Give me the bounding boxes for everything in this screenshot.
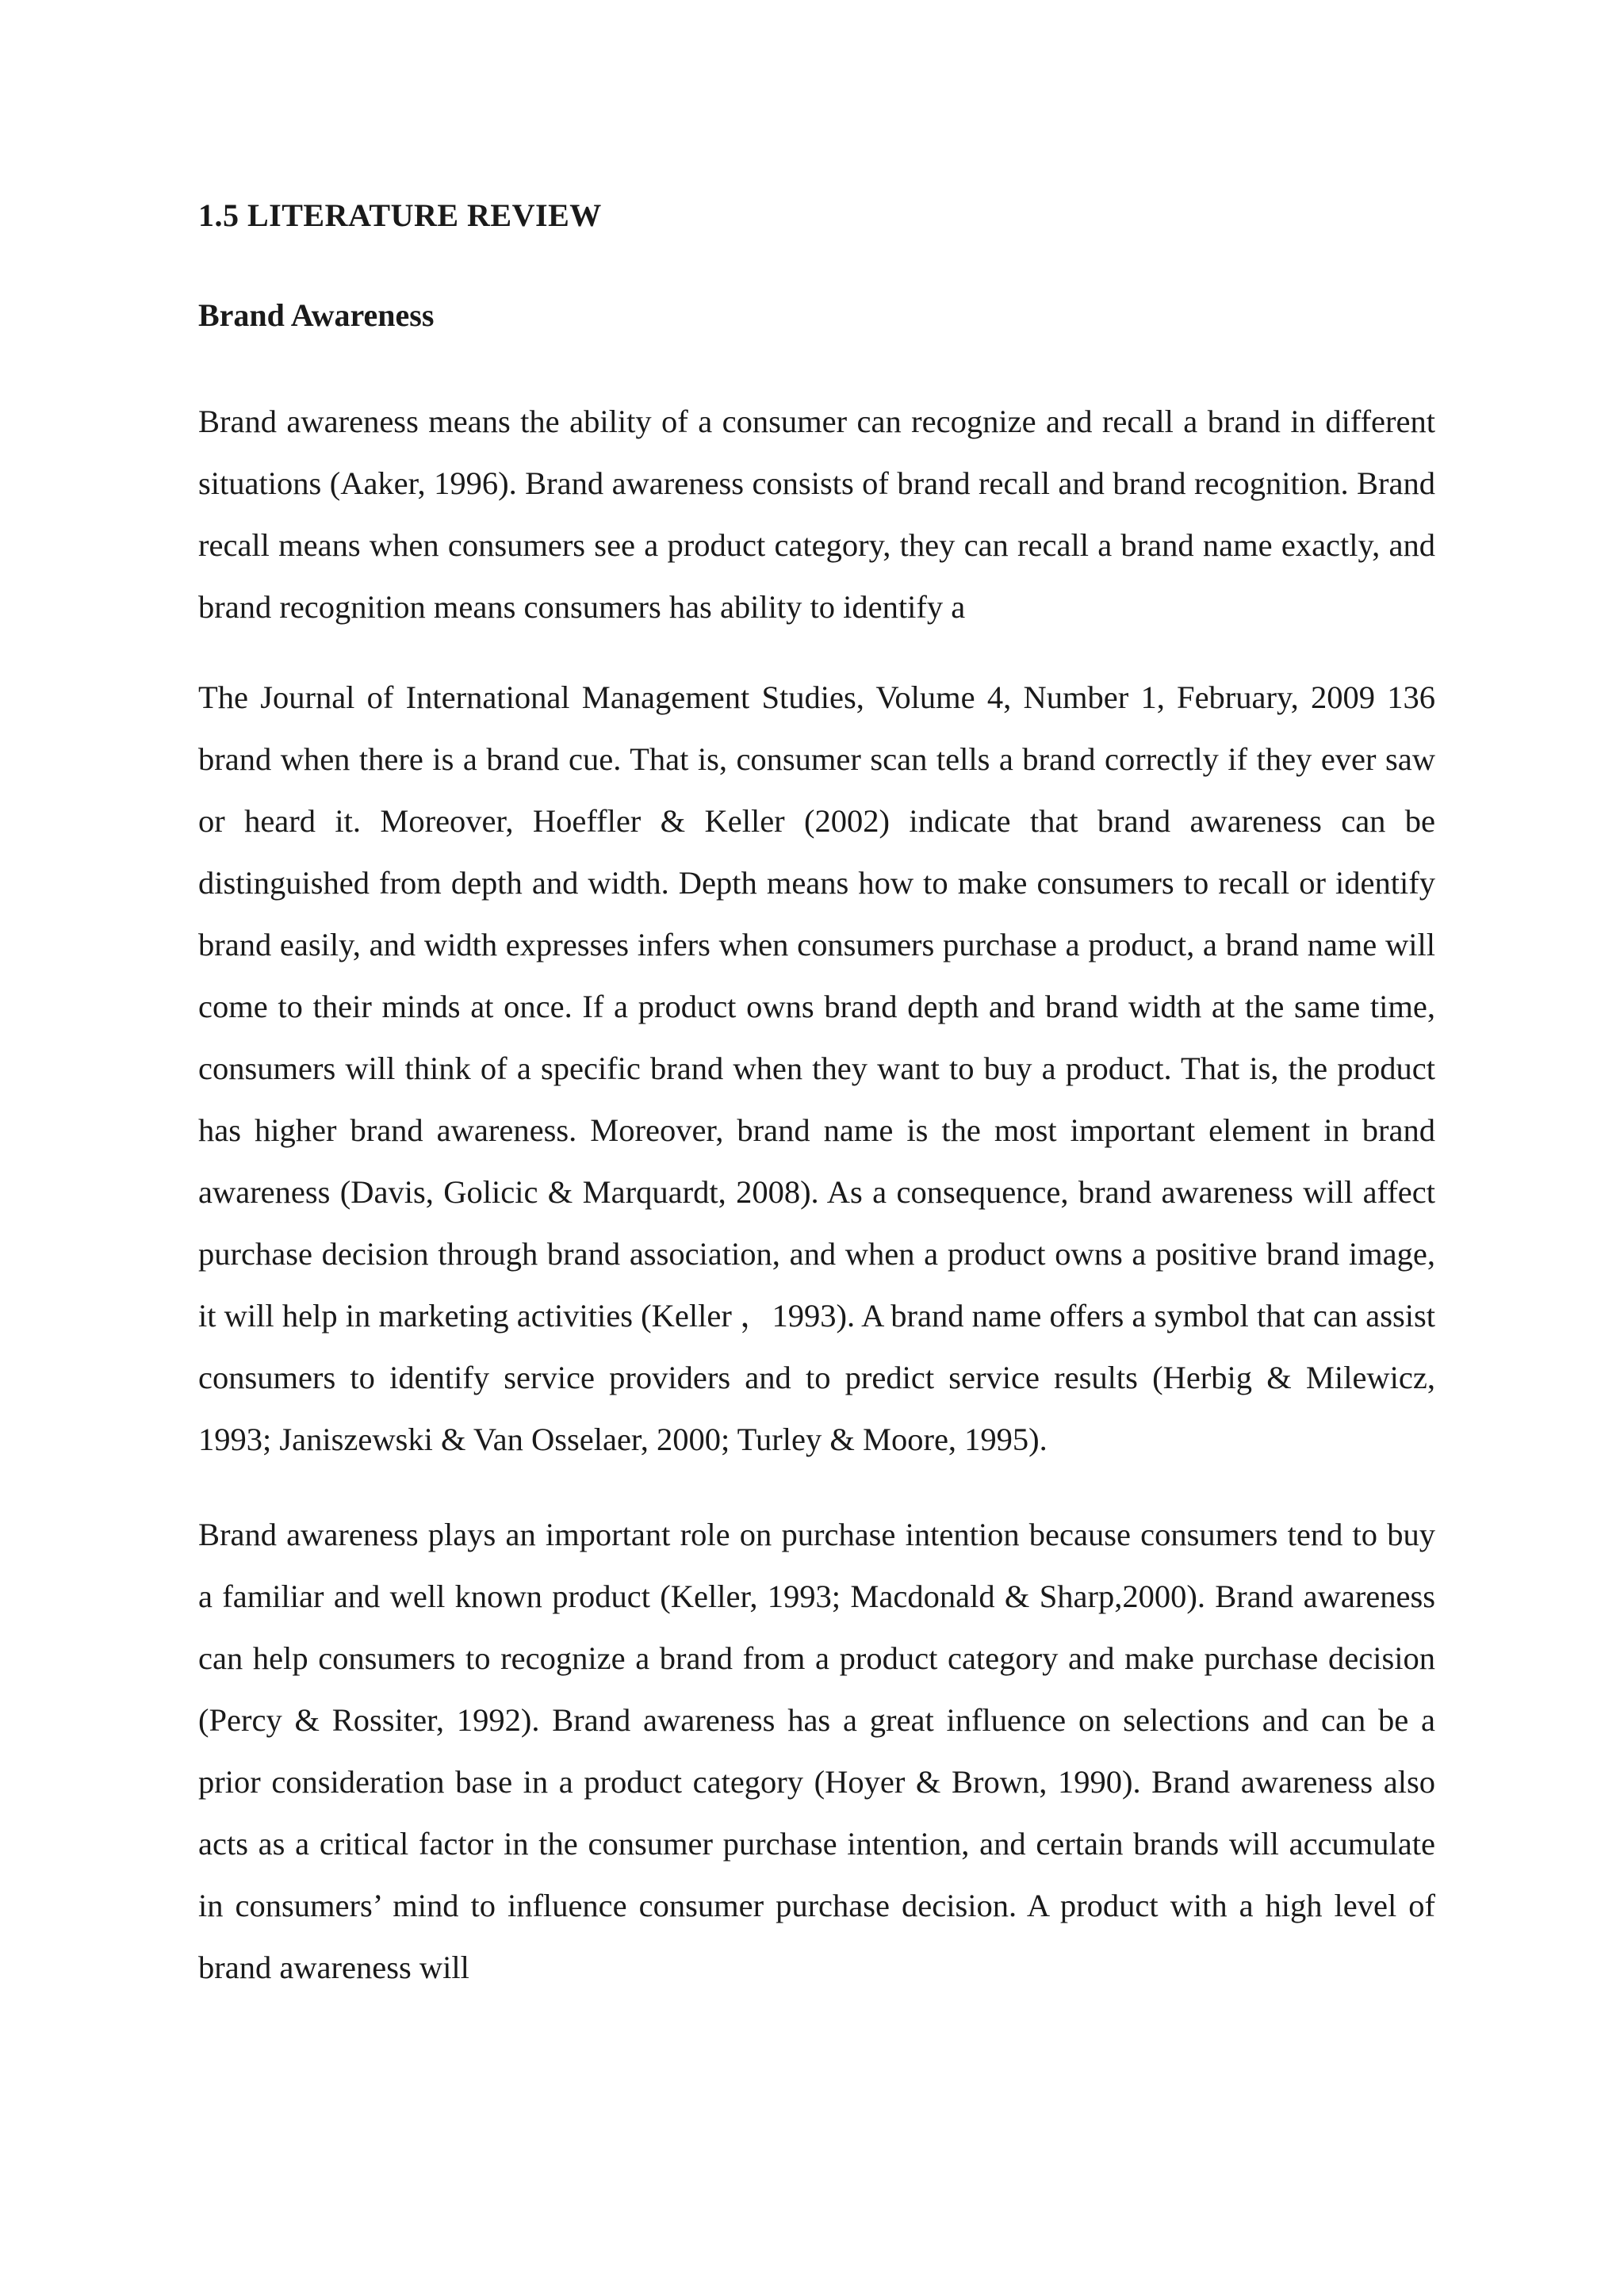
paragraph-1: Brand awareness means the ability of a consumer can recognize and recall a brand in different situations (Aaker, 1996). Brand awareness consists of brand recall and brand recognition. Brand recall means when consumers see a product category, they can recall a brand name exactly, and brand recognition means consumers has ability to identify a bbox=[198, 404, 1435, 625]
page-content bbox=[198, 194, 1435, 1999]
paragraph-3: Brand awareness plays an important role on purchase intention because consumers tend to buy a familiar and well known product (Keller, 1993; Macdonald & Sharp,2000). Brand awareness can help consumers to recognize a brand from a product category and make purchase decision (Percy & Rossiter, 1992). Brand awareness has a great influence on selections and can be a prior consideration base in a product category (Hoyer & Brown, 1990). Brand awareness also acts as a critical factor in the consumer purchase intention, and certain brands will accumulate in consumers’ mind to influence consumer purchase decision. A product with a high level of brand awareness will bbox=[198, 1517, 1435, 1985]
section-heading: 1.5 LITERATURE REVIEW bbox=[198, 197, 602, 233]
subheading: Brand Awareness bbox=[198, 297, 435, 333]
paragraph-2: The Journal of International Management Studies, Volume 4, Number 1, February, 2009 136 brand when there is a brand cue. That is, consumer scan tells a brand correctly if they ever saw or heard it. Moreover, Hoeffler & Keller (2002) indicate that brand awareness can be distinguished from depth and width. Depth means how to make consumers to recall or identify brand easily, and width expresses infers when consumers purchase a product, a brand name will come to their minds at once. If a product owns brand depth and brand width at the same time, consumers will think of a specific brand when they want to buy a product. That is, the product has higher brand awareness. Moreover, brand name is the most important element in brand awareness (Davis, Golicic & Marquardt, 2008). As a consequence, brand awareness will affect purchase decision through brand association, and when a product owns a positive brand image, it will help in marketing activities (Keller ，1993). A brand name offers a symbol that can assist consumers to identify service providers and to predict service results (Herbig & Milewicz, 1993; Janiszewski & Van Osselaer, 2000; Turley & Moore, 1995). bbox=[198, 679, 1435, 1457]
